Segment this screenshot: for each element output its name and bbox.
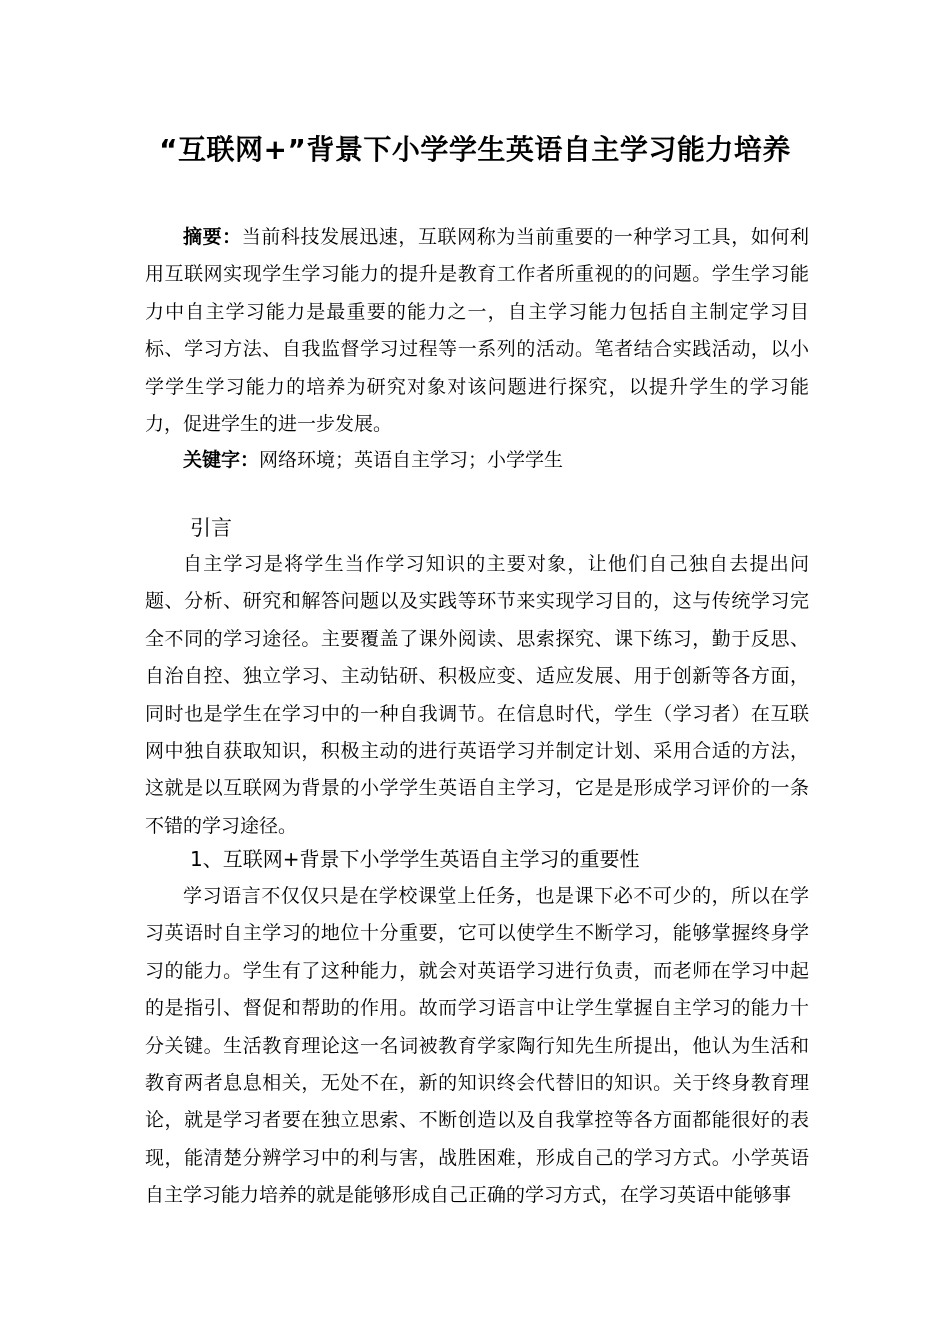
keywords-line	[183, 442, 563, 479]
keywords-label: 关键字：	[183, 449, 260, 471]
section-1-paragraph	[145, 878, 809, 1215]
intro-heading: 引言	[190, 516, 232, 540]
document-title: “互联网+”背景下小学学生英语自主学习能力培养	[159, 133, 791, 166]
abstract-paragraph	[145, 219, 809, 443]
section-1-heading: 1、互联网+背景下小学学生英语自主学习的重要性	[190, 847, 640, 871]
intro-text: 自主学习是将学生当作学习知识的主要对象，让他们自己独自去提出问题、分析、研究和解答问题以及实践等环节来实现学习目的，这与传统学习完全不同的学习途径。主要覆盖了课外阅读、思索探究、课下练习，勤于反思、自治自控、独立学习、主动钻研、积极应变、适应发展、用于创新等各方面，同时也是学生在学习中的一种自我调节。在信息时代，学生（学习者）在互联网中独自获取知识，积极主动的进行英语学习并制定计划、采用合适的方法，这就是以互联网为背景的小学学生英语自主学习，它是是形成学习评价的一条不错的学习途径。	[145, 553, 809, 837]
abstract-text: 当前科技发展迅速，互联网称为当前重要的一种学习工具，如何利用互联网实现学生学习能力的提升是教育工作者所重视的的问题。学生学习能力中自主学习能力是最重要的能力之一，自主学习能力包括自主制定学习目标、学习方法、自我监督学习过程等一系列的活动。笔者结合实践活动，以小学学生学习能力的培养为研究对象对该问题进行探究，以提升学生的学习能力，促进学生的进一步发展。	[145, 226, 809, 436]
abstract-label: 摘要：	[183, 226, 242, 248]
intro-paragraph	[145, 546, 809, 845]
section-1-text: 学习语言不仅仅只是在学校课堂上任务，也是课下必不可少的，所以在学习英语时自主学习的地位十分重要，它可以使学生不断学习，能够掌握终身学习的能力。学生有了这种能力，就会对英语学习进行负责，而老师在学习中起的是指引、督促和帮助的作用。故而学习语言中让学生掌握自主学习的能力十分关键。生活教育理论这一名词被教育学家陶行知先生所提出，他认为生活和教育两者息息相关，无处不在，新的知识终会代替旧的知识。关于终身教育理论，就是学习者要在独立思索、不断创造以及自我掌控等各方面都能很好的表现，能清楚分辨学习中的利与害，战胜困难，形成自己的学习方式。小学英语自主学习能力培养的就是能够形成自己正确的学习方式，在学习英语中能够事	[145, 885, 809, 1207]
keywords-text: 网络环境；英语自主学习；小学学生	[259, 449, 564, 471]
